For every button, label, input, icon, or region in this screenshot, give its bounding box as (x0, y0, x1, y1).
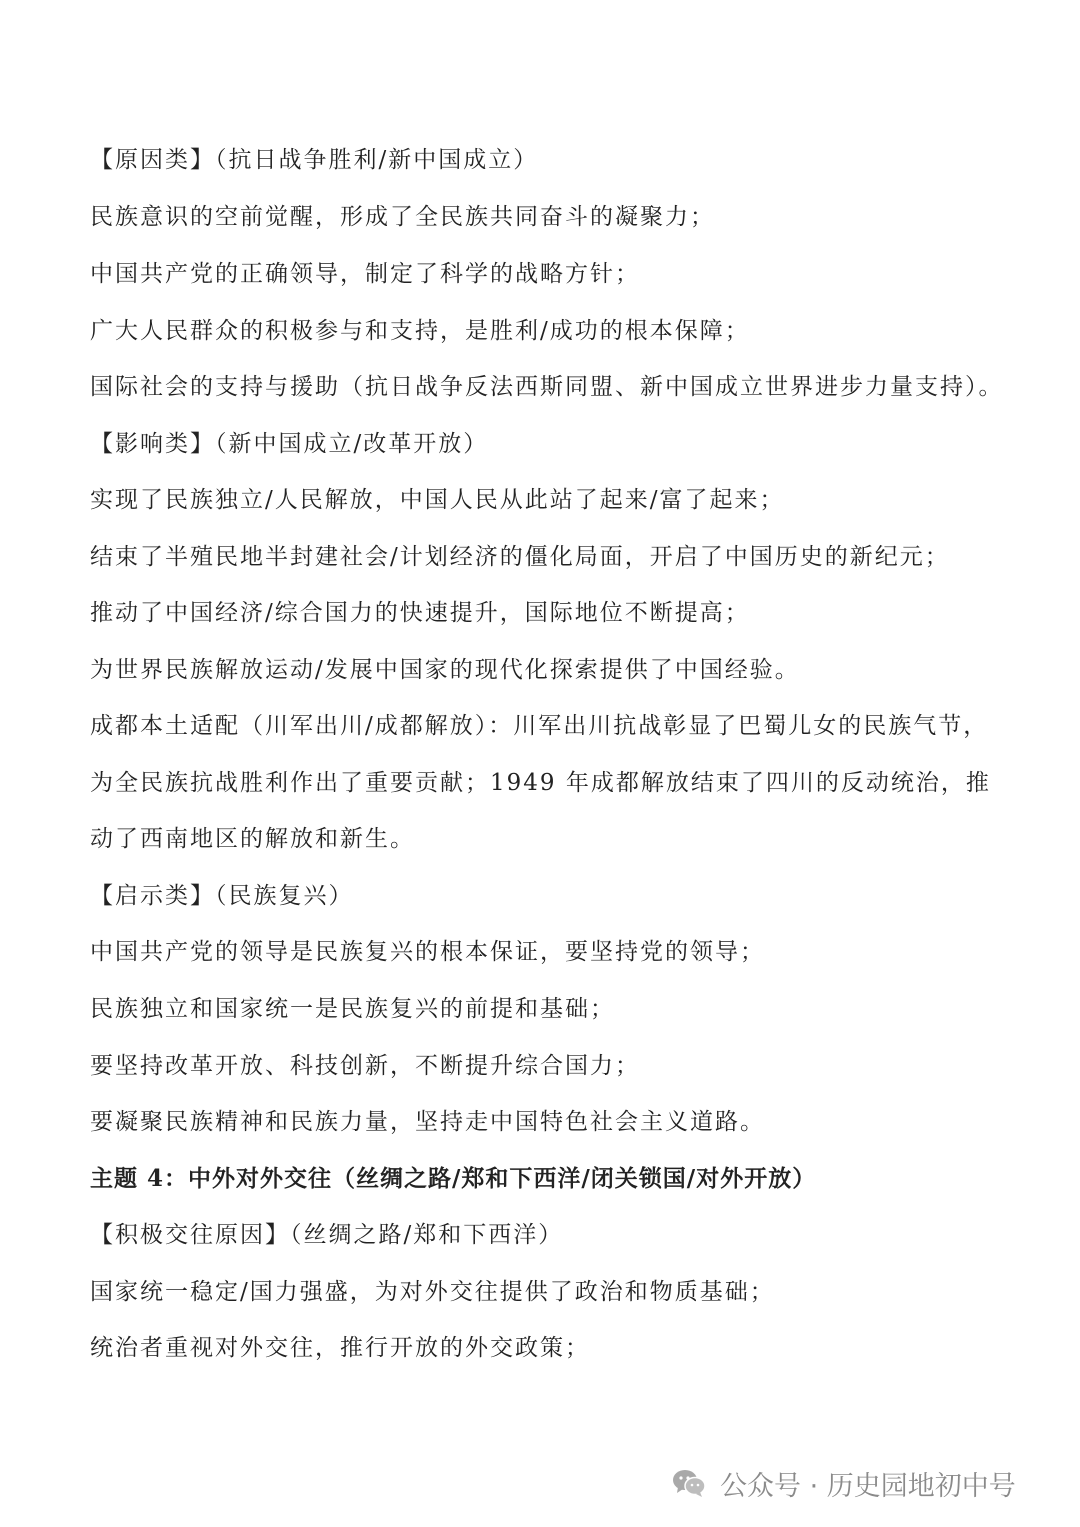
text-line: 统治者重视对外交往，推行开放的外交政策； (90, 1335, 590, 1361)
text-line: 中国共产党的领导是民族复兴的根本保证，要坚持党的领导； (90, 939, 765, 965)
text-line: 要凝聚民族精神和民族力量，坚持走中国特色社会主义道路。 (90, 1109, 765, 1135)
wechat-icon (672, 1468, 706, 1498)
text-line: 动了西南地区的解放和新生。 (90, 826, 415, 852)
watermark-text: 公众号 · 历史园地初中号 (720, 1470, 1016, 1502)
wechat-watermark (672, 1458, 1016, 1508)
text-line: 民族意识的空前觉醒，形成了全民族共同奋斗的凝聚力； (90, 204, 715, 230)
text-line: 成都本土适配（川军出川/成都解放）：川军出川抗战彰显了巴蜀儿女的民族气节， (90, 713, 989, 739)
section-heading-lessons: 【启示类】（民族复兴） (90, 883, 354, 909)
text-line: 为世界民族解放运动/发展中国家的现代化探索提供了中国经验。 (90, 657, 800, 683)
text-line: 民族独立和国家统一是民族复兴的前提和基础； (90, 996, 615, 1022)
text-line: 推动了中国经济/综合国力的快速提升，国际地位不断提高； (90, 600, 750, 626)
section-heading-impacts: 【影响类】（新中国成立/改革开放） (90, 431, 489, 457)
section-heading-exchange-causes: 【积极交往原因】（丝绸之路/郑和下西洋） (90, 1222, 564, 1248)
text-line: 广大人民群众的积极参与和支持，是胜利/成功的根本保障； (90, 318, 750, 344)
text-line: 中国共产党的正确领导，制定了科学的战略方针； (90, 261, 640, 287)
text-line: 实现了民族独立/人民解放，中国人民从此站了起来/富了起来； (90, 487, 785, 513)
text-line: 要坚持改革开放、科技创新，不断提升综合国力； (90, 1053, 640, 1079)
text-line: 结束了半殖民地半封建社会/计划经济的僵化局面，开启了中国历史的新纪元； (90, 544, 950, 570)
text-line: 为全民族抗战胜利作出了重要贡献；1949 年成都解放结束了四川的反动统治，推 (90, 770, 991, 796)
topic-heading: 主题 4：中外对外交往（丝绸之路/郑和下西洋/闭关锁国/对外开放） (90, 1165, 817, 1192)
text-line: 国际社会的支持与援助（抗日战争反法西斯同盟、新中国成立世界进步力量支持）。 (90, 374, 1004, 400)
text-line: 国家统一稳定/国力强盛，为对外交往提供了政治和物质基础； (90, 1279, 775, 1305)
section-heading-causes: 【原因类】（抗日战争胜利/新中国成立） (90, 147, 539, 173)
